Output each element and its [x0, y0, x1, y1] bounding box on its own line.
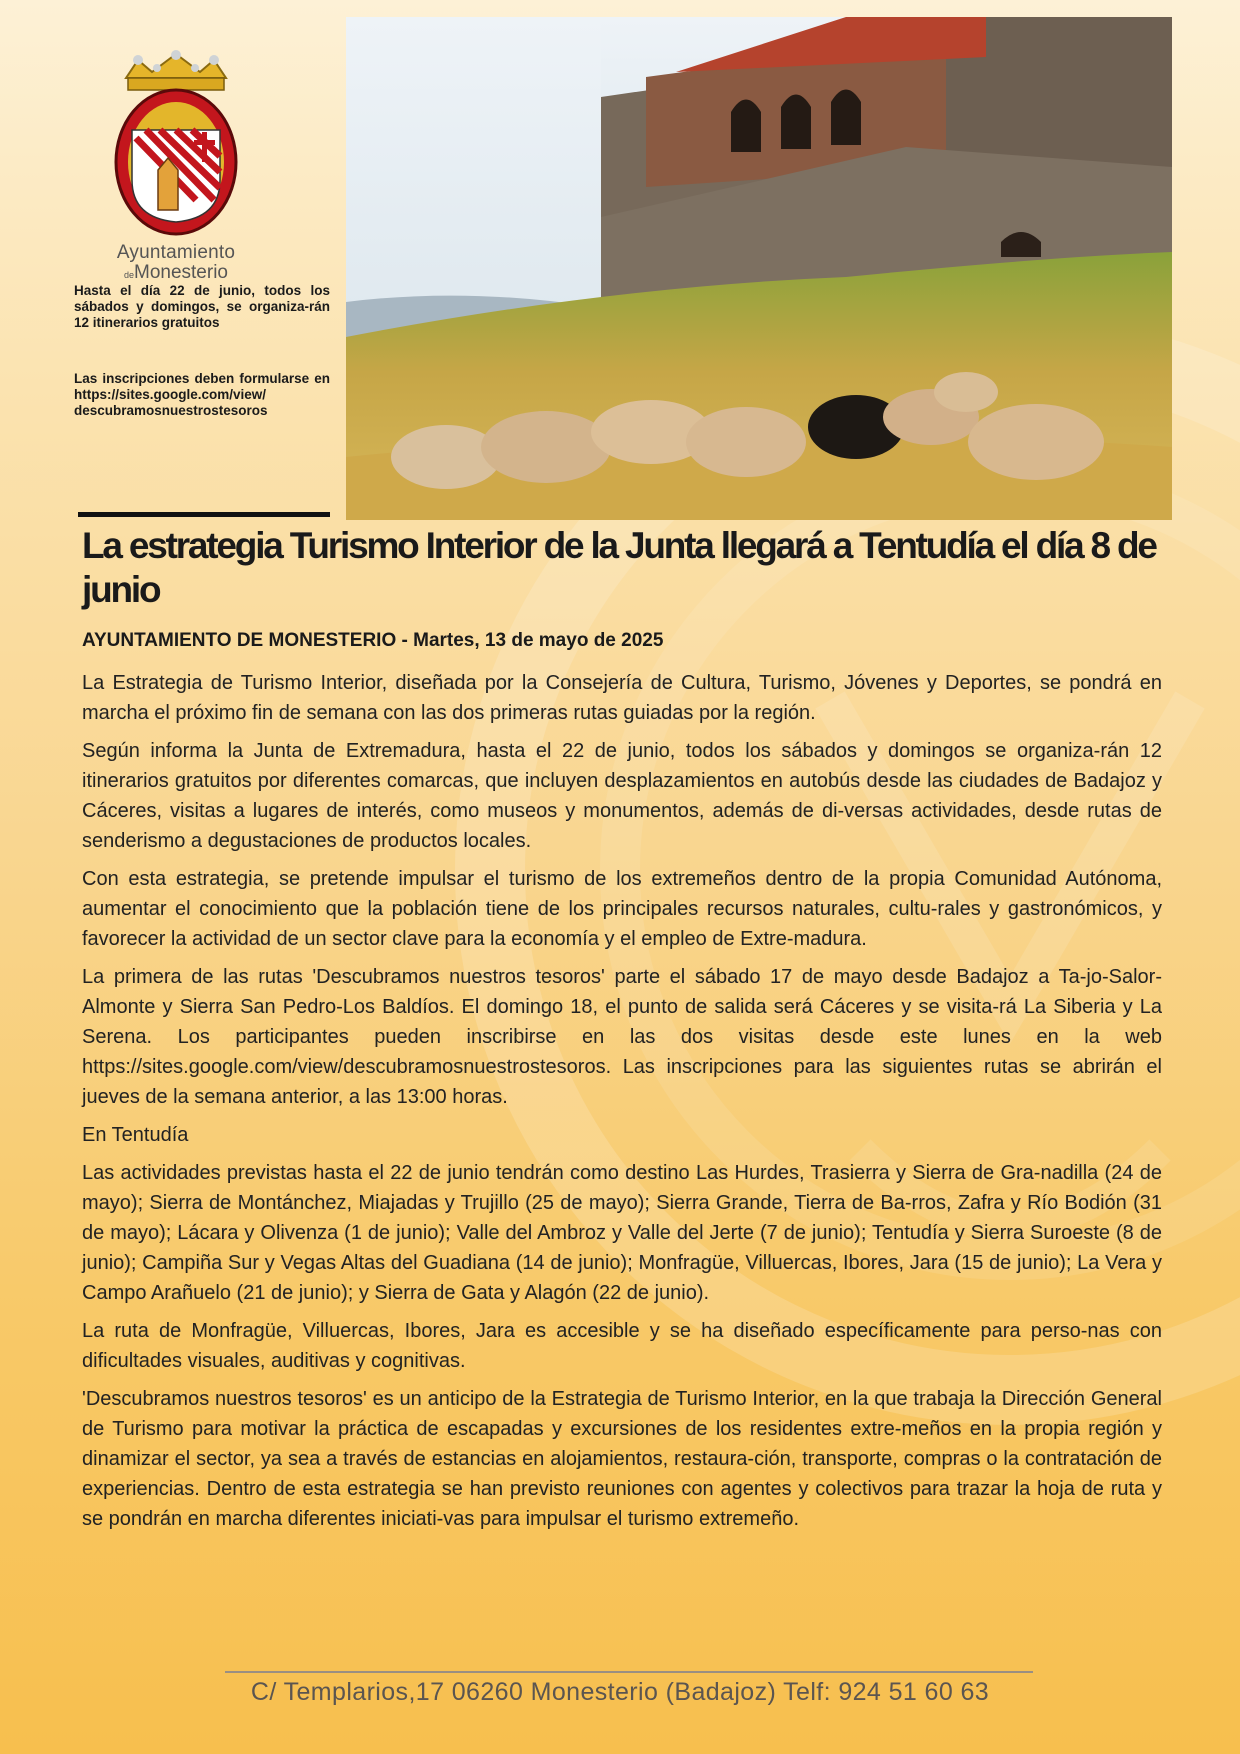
article-byline: AYUNTAMIENTO DE MONESTERIO - Martes, 13 de mayo de 2025 — [82, 630, 664, 651]
article-headline: La estrategia Turismo Interior de la Junta llegará a Tentudía el día 8 de junio — [82, 525, 1156, 610]
article-body — [82, 668, 1162, 1542]
paragraph-3: Con esta estrategia, se pretende impulsar el turismo de los extremeños dentro de la propia Comunidad Autónoma, aumentar el conocimiento que la población tiene de los principales recursos naturales, cultu-rales y gastronómicos, y favorecer la actividad de un sector clave para la economía y el empleo de Extre-madura. — [82, 868, 1162, 950]
paragraph-5: Las actividades previstas hasta el 22 de junio tendrán como destino Las Hurdes, Trasierra y Sierra de Gra-nadilla (24 de mayo); Sierra de Montánchez, Miajadas y Trujillo (25 de mayo); Sierra Grande, Tierra de Ba-rros, Zafra y Río Bodión (31 de mayo); Lácara y Olivenza (1 de junio); Valle del Ambroz y Valle del Jerte (7 de junio); Tentudía y Sierra Suroeste (8 de junio); Campiña Sur y Vegas Altas del Guadiana (14 de junio); Monfragüe, Villuercas, Ibores, Jara (15 de junio); La Vera y Campo Arañuelo (21 de junio); y Sierra de Gata y Alagón (22 de junio). — [82, 1162, 1162, 1304]
hero-photo-sheep-castle — [346, 17, 1172, 520]
municipal-coat-of-arms — [96, 50, 256, 285]
logo-text-town: Monesterio — [134, 262, 228, 283]
sidebar-note-registration: Las inscripciones deben formularse en https://sites.google.com/view/ descubramosnuestrostesoros — [74, 371, 330, 418]
paragraph-2: Según informa la Junta de Extremadura, hasta el 22 de junio, todos los sábados y domingos se organiza-rán 12 itinerarios gratuitos por diferentes comarcas, que incluyen desplazamientos en autobús desde las ciudades de Badajoz y Cáceres, visitas a lugares de interés, como museos y monumentos, además de di-versas actividades, desde rutas de senderismo a degustaciones de productos locales. — [82, 740, 1162, 852]
footer-address: C/ Templarios,17 06260 Monesterio (Badajoz) Telf: 924 51 60 63 — [250, 1678, 990, 1706]
paragraph-7: 'Descubramos nuestros tesoros' es un anticipo de la Estrategia de Turismo Interior, en la que trabaja la Dirección General de Turismo para motivar la práctica de escapadas y excursiones de los residentes extre-meños en la propia región y dinamizar el sector, ya sea a través de estancias en alojamientos, restaura-ción, transporte, compras o la contratación de experiencias. Dentro de esta estrategia se han previsto reuniones con agentes y colectivos para trazar la hoja de ruta y se pondrán en marcha diferentes iniciati-vas para impulsar el turismo extremeño. — [82, 1388, 1162, 1530]
section-subheading: En Tentudía — [82, 1124, 189, 1146]
sidebar-divider — [78, 512, 330, 517]
paragraph-4: La primera de las rutas 'Descubramos nuestros tesoros' parte el sábado 17 de mayo desde Badajoz a Ta-jo-Salor-Almonte y Sierra San Pedro-Los Baldíos. El domingo 18, el punto de salida será Cáceres y se visita-rá La Siberia y La Serena. Los participantes pueden inscribirse en las dos visitas desde este lunes en la web https://sites.google.com/view/descubramosnuestrostesoros. Las inscripciones para las siguientes rutas se abrirán el jueves de la semana anterior, a las 13:00 horas. — [82, 966, 1162, 1108]
footer-divider — [225, 1671, 1033, 1673]
logo-text-monesterio — [96, 262, 256, 284]
sidebar-note-itineraries: Hasta el día 22 de junio, todos los sábados y domingos, se organiza-rán 12 itinerarios gratuitos — [74, 283, 330, 330]
coat-of-arms-icon — [96, 50, 256, 240]
logo-text-ayuntamiento: Ayuntamiento — [116, 242, 236, 263]
logo-text-de: de — [123, 270, 134, 280]
paragraph-6: La ruta de Monfragüe, Villuercas, Ibores, Jara es accesible y se ha diseñado específicamente para perso-nas con dificultades visuales, auditivas y cognitivas. — [82, 1320, 1162, 1372]
paragraph-1: La Estrategia de Turismo Interior, diseñada por la Consejería de Cultura, Turismo, Jóvenes y Deportes, se pondrá en marcha el próximo fin de semana con las dos primeras rutas guiadas por la región. — [82, 672, 1162, 724]
